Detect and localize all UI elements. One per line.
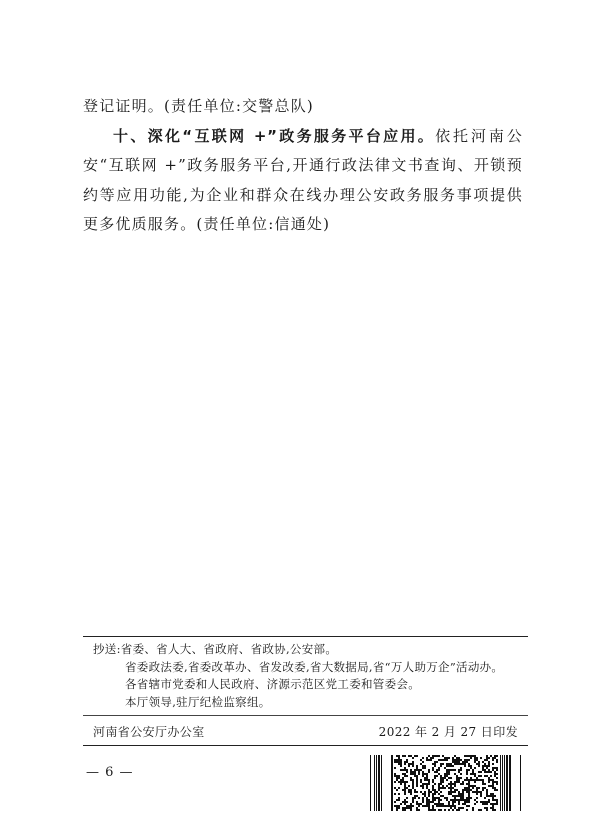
paragraph-continuation: 登记证明。(责任单位:交警总队) bbox=[83, 97, 314, 115]
issuer-top-rule bbox=[83, 715, 528, 716]
distribution-line-3: 各省辖市党委和人民政府、济源示范区党工委和管委会。 bbox=[125, 677, 420, 691]
distribution-line-1: 抄送:省委、省人大、省政府、省政协,公安部。 bbox=[93, 642, 338, 656]
page-number: — 6 — bbox=[86, 765, 134, 780]
distribution-line-4: 本厅领导,驻厅纪检监察组。 bbox=[125, 694, 271, 709]
issuer-bottom-rule bbox=[83, 745, 528, 746]
print-date: 2022 年 2 月 27 日印发 bbox=[378, 725, 518, 739]
body-text bbox=[83, 92, 523, 240]
distribution-top-rule bbox=[83, 636, 528, 637]
issuer-name: 河南省公安厅办公室 bbox=[93, 725, 205, 739]
distribution-line-2: 省委政法委,省委改革办、省发改委,省大数据局,省“万人助万企”活动办。 bbox=[125, 659, 504, 674]
barcode-stamp bbox=[370, 755, 522, 811]
paragraph-section-ten bbox=[83, 122, 523, 240]
section-heading: 十、深化“互联网 +”政务服务平台应用。 bbox=[113, 126, 436, 145]
distribution-list bbox=[93, 641, 533, 711]
section-body-text: 依托河南公安“互联网 +”政务服务平台,开通行政法律文书查询、开锁预约等应用功能,为企业和群众在线办理公安政务服务事项提供更多优质服务。(责任单位:信通处) bbox=[83, 126, 523, 233]
issuer-row bbox=[93, 723, 518, 740]
